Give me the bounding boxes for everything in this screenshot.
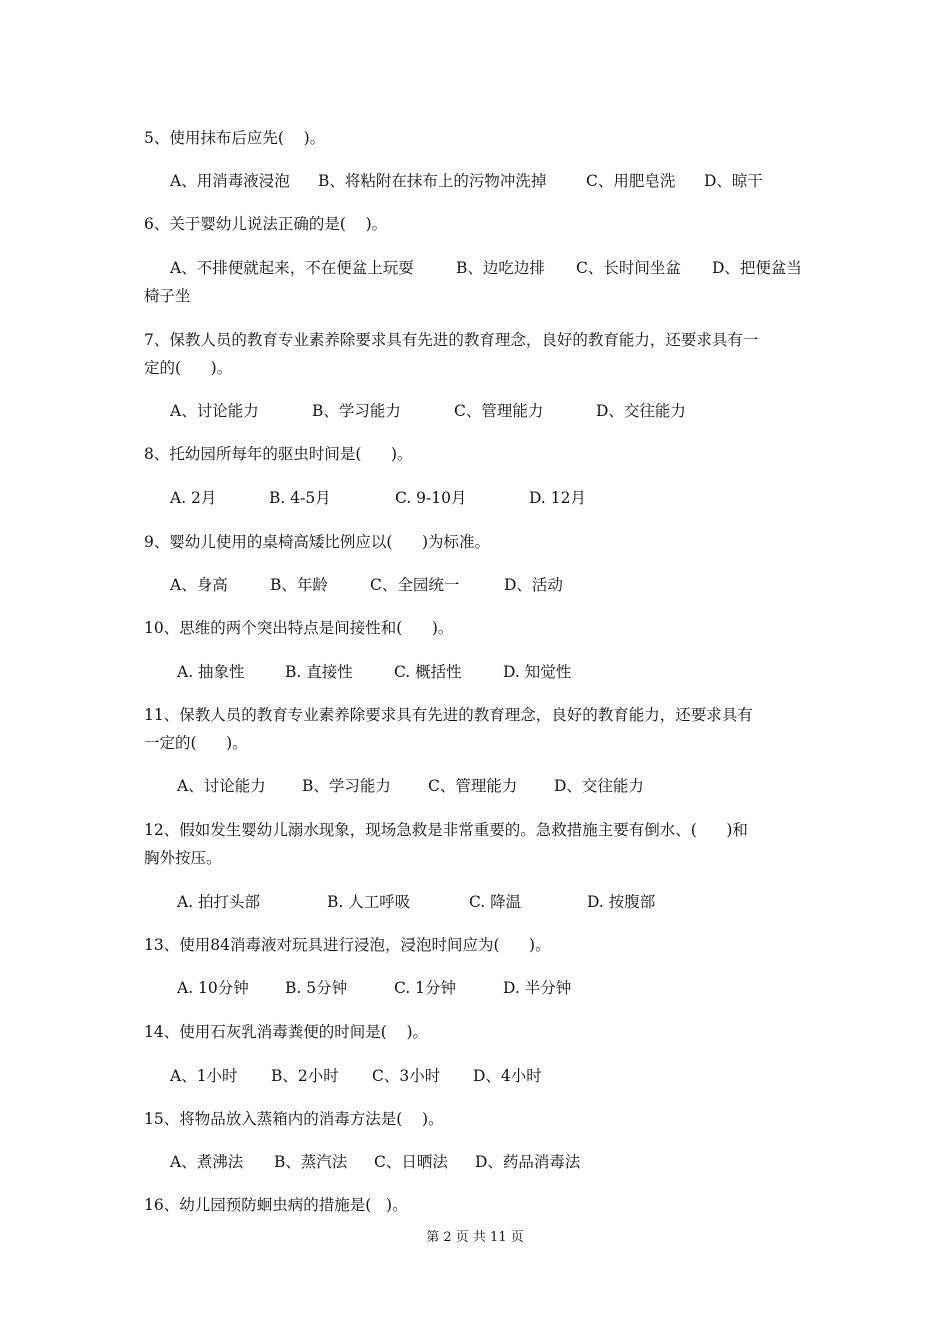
question-11-stem: 11、保教人员的教育专业素养除要求具有先进的教育理念，良好的教育能力，还要求具有 <box>144 706 753 724</box>
question-13-stem: 13、使用84消毒液对玩具进行浸泡，浸泡时间应为( )。 <box>144 936 551 954</box>
option-d: D、交往能力 <box>596 402 686 420</box>
question-12-options <box>177 892 655 912</box>
question-9-options <box>170 575 563 595</box>
option-a: A、1小时 <box>170 1067 238 1085</box>
question-6-options <box>170 258 802 278</box>
question-5-stem: 5、使用抹布后应先( )。 <box>144 129 326 147</box>
question-14-options <box>170 1066 542 1086</box>
option-d: D. 按腹部 <box>587 893 656 911</box>
option-b: B、蒸汽法 <box>274 1153 348 1171</box>
question-12-wrap: 胸外按压。 <box>144 849 222 867</box>
option-d: D. 12月 <box>529 489 586 507</box>
option-a: A. 拍打头部 <box>177 893 261 911</box>
option-b: B、边吃边排 <box>456 259 545 277</box>
question-5-options <box>170 171 763 191</box>
option-c: C、日晒法 <box>374 1153 448 1171</box>
question-6-wrap: 椅子坐 <box>144 287 191 305</box>
option-d: D. 知觉性 <box>503 663 572 681</box>
option-b: B. 5分钟 <box>285 979 348 997</box>
question-16-stem: 16、幼儿园预防蛔虫病的措施是( )。 <box>144 1196 408 1214</box>
question-8-stem: 8、托幼园所每年的驱虫时间是( )。 <box>144 445 413 463</box>
page-footer: 第 2 页 共 11 页 <box>426 1230 524 1245</box>
option-b: B. 4-5月 <box>269 489 331 507</box>
question-13-options <box>177 978 571 998</box>
option-b: B、学习能力 <box>302 777 391 795</box>
question-15-stem: 15、将物品放入蒸箱内的消毒方法是( )。 <box>144 1110 444 1128</box>
option-a: A. 抽象性 <box>177 663 245 681</box>
option-a: A、不排便就起来，不在便盆上玩耍 <box>170 259 414 277</box>
question-11-wrap: 一定的( )。 <box>144 734 248 752</box>
question-14-stem: 14、使用石灰乳消毒粪便的时间是( )。 <box>144 1023 429 1041</box>
question-12-stem: 12、假如发生婴幼儿溺水现象，现场急救是非常重要的。急救措施主要有倒水、( )和 <box>144 821 748 839</box>
option-c: C. 9-10月 <box>395 489 467 507</box>
option-b: B. 人工呼吸 <box>327 893 411 911</box>
option-b: B、年龄 <box>270 576 328 594</box>
option-c: C、用肥皂洗 <box>586 172 676 190</box>
question-7-options <box>170 401 686 421</box>
question-6-stem: 6、关于婴幼儿说法正确的是( )。 <box>144 215 388 233</box>
option-c: C、全园统一 <box>370 576 460 594</box>
option-d: D. 半分钟 <box>503 979 572 997</box>
option-a: A、讨论能力 <box>170 402 259 420</box>
question-10-stem: 10、思维的两个突出特点是间接性和( )。 <box>144 619 454 637</box>
option-a: A、煮沸法 <box>170 1153 244 1171</box>
option-c: C、管理能力 <box>428 777 518 795</box>
option-b: B、学习能力 <box>312 402 401 420</box>
option-c: C. 概括性 <box>394 663 462 681</box>
option-c: C、管理能力 <box>454 402 544 420</box>
option-a: A. 10分钟 <box>177 979 249 997</box>
option-d: D、晾干 <box>704 172 763 190</box>
option-b: B. 直接性 <box>285 663 353 681</box>
question-15-options <box>170 1152 580 1172</box>
question-11-options <box>177 776 644 796</box>
option-c: C. 1分钟 <box>394 979 457 997</box>
option-d: D、4小时 <box>473 1067 542 1085</box>
question-9-stem: 9、婴幼儿使用的桌椅高矮比例应以( )为标准。 <box>144 533 491 551</box>
option-b: B、2小时 <box>271 1067 339 1085</box>
option-a: A、讨论能力 <box>177 777 266 795</box>
option-a: A、用消毒液浸泡 <box>170 172 290 190</box>
option-c: C、长时间坐盆 <box>576 259 681 277</box>
question-8-options <box>170 488 586 508</box>
option-d: D、药品消毒法 <box>475 1153 581 1171</box>
option-c: C、3小时 <box>372 1067 441 1085</box>
option-a: A、身高 <box>170 576 228 594</box>
question-7-stem: 7、保教人员的教育专业素养除要求具有先进的教育理念，良好的教育能力，还要求具有一 <box>144 331 759 349</box>
option-d: D、交往能力 <box>554 777 644 795</box>
option-b: B、将粘附在抹布上的污物冲洗掉 <box>318 172 547 190</box>
question-10-options <box>177 662 571 682</box>
option-c: C. 降温 <box>469 893 522 911</box>
option-d: D、活动 <box>504 576 563 594</box>
question-7-wrap: 定的( )。 <box>144 359 233 377</box>
option-d: D、把便盆当 <box>712 259 802 277</box>
option-a: A. 2月 <box>170 489 217 507</box>
